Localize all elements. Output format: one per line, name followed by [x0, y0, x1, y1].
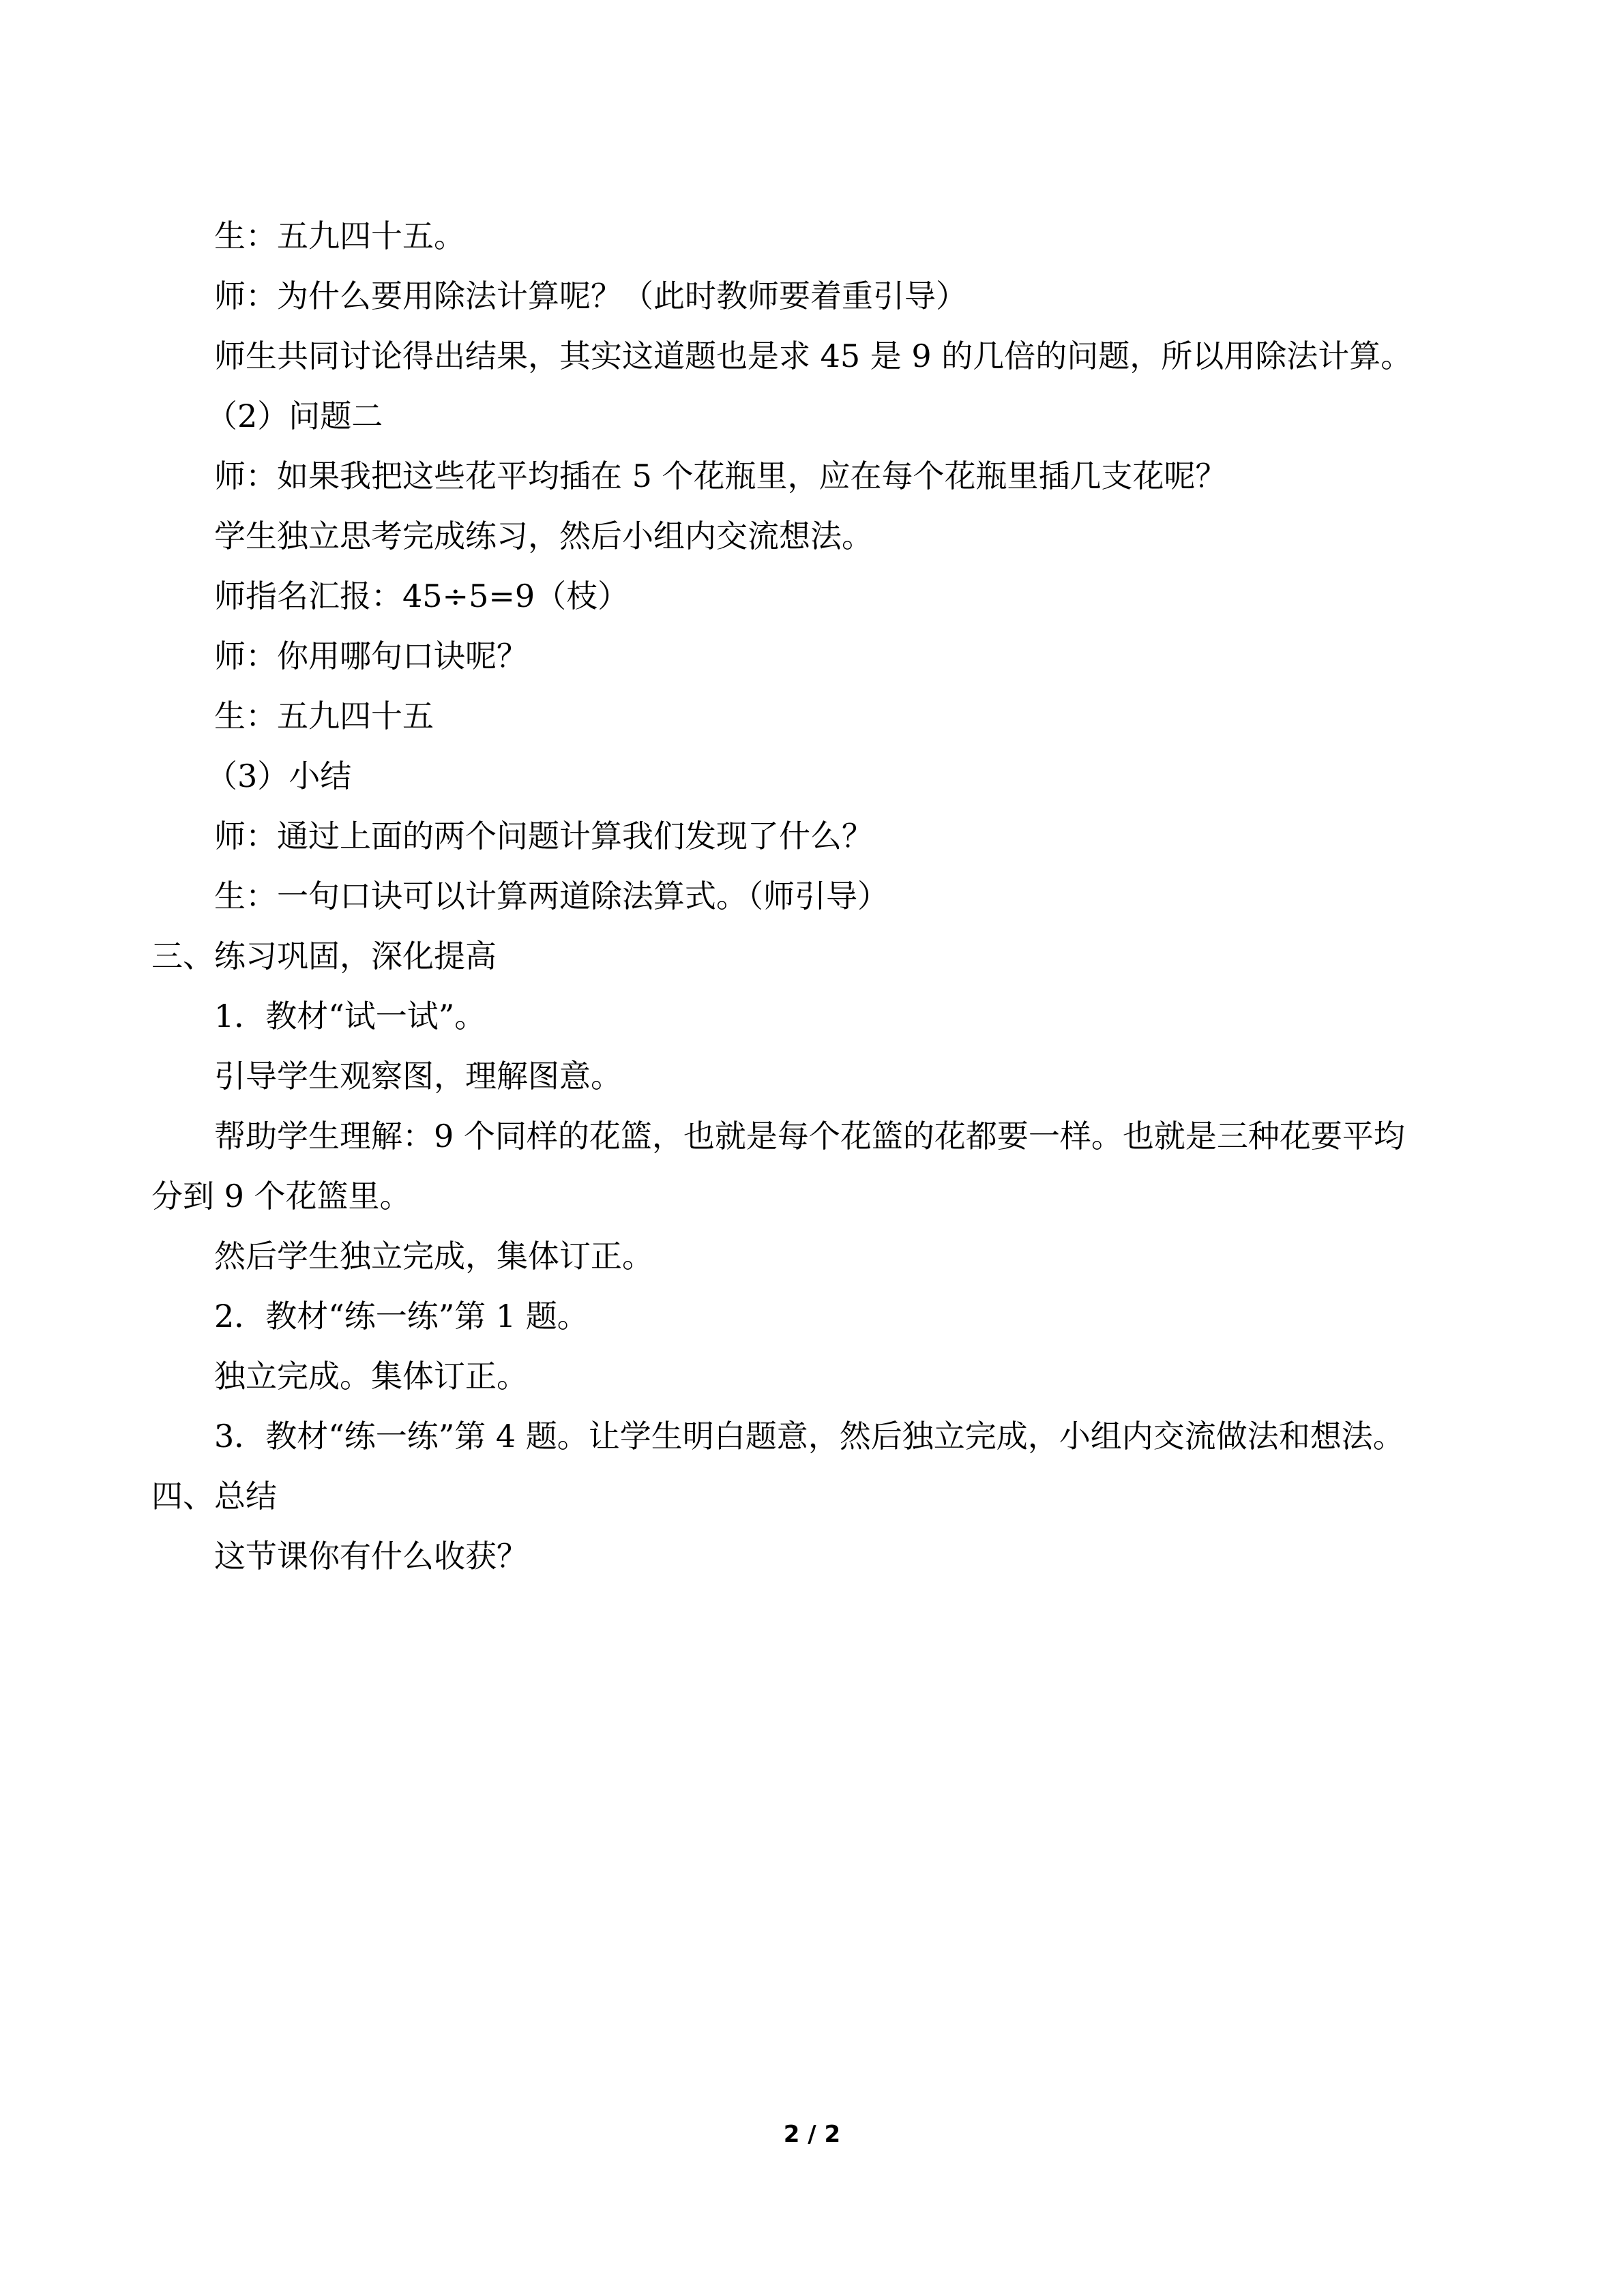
document-body — [151, 206, 1488, 1586]
paragraph-line: 学生独立思考完成练习，然后小组内交流想法。 — [214, 518, 873, 554]
list-item: 1．教材“试一试”。 — [214, 998, 486, 1034]
paragraph-line: 生：五九四十五 — [214, 698, 434, 734]
paragraph-line: 这节课你有什么收获？ — [214, 1538, 528, 1575]
paragraph-line: 师：为什么要用除法计算呢？（此时教师要着重引导） — [214, 278, 967, 314]
paragraph-line: 帮助学生理解：9 个同样的花篮，也就是每个花篮的花都要一样。也就是三种花要平均 — [214, 1118, 1405, 1154]
subsection-heading: （3）小结 — [206, 758, 352, 794]
paragraph-line: 师指名汇报：45÷5=9（枝） — [214, 578, 630, 614]
list-item: 3．教材“练一练”第 4 题。让学生明白题意，然后独立完成，小组内交流做法和想法。 — [214, 1418, 1404, 1455]
paragraph-line: 师：通过上面的两个问题计算我们发现了什么？ — [214, 818, 873, 854]
paragraph-line: 引导学生观察图，理解图意。 — [214, 1058, 622, 1094]
list-item: 2．教材“练一练”第 1 题。 — [214, 1298, 589, 1335]
paragraph-line: 师：你用哪句口诀呢？ — [214, 638, 528, 674]
page-number: 2 / 2 — [783, 2121, 841, 2148]
section-heading: 四、总结 — [151, 1478, 277, 1515]
section-heading: 三、练习巩固，深化提高 — [151, 938, 497, 974]
paragraph-line: 独立完成。集体订正。 — [214, 1358, 528, 1395]
paragraph-line: 生：一句口诀可以计算两道除法算式。（师引导） — [214, 878, 889, 914]
paragraph-line-continuation: 分到 9 个花篮里。 — [151, 1178, 411, 1214]
paragraph-line: 师：如果我把这些花平均插在 5 个花瓶里，应在每个花瓶里插几支花呢？ — [214, 458, 1227, 494]
paragraph-line: 生：五九四十五。 — [214, 218, 465, 254]
paragraph-line: 师生共同讨论得出结果，其实这道题也是求 45 是 9 的几倍的问题，所以用除法计算。 — [214, 338, 1413, 374]
paragraph-line: 然后学生独立完成，集体订正。 — [214, 1238, 653, 1274]
subsection-heading: （2）问题二 — [206, 398, 383, 434]
